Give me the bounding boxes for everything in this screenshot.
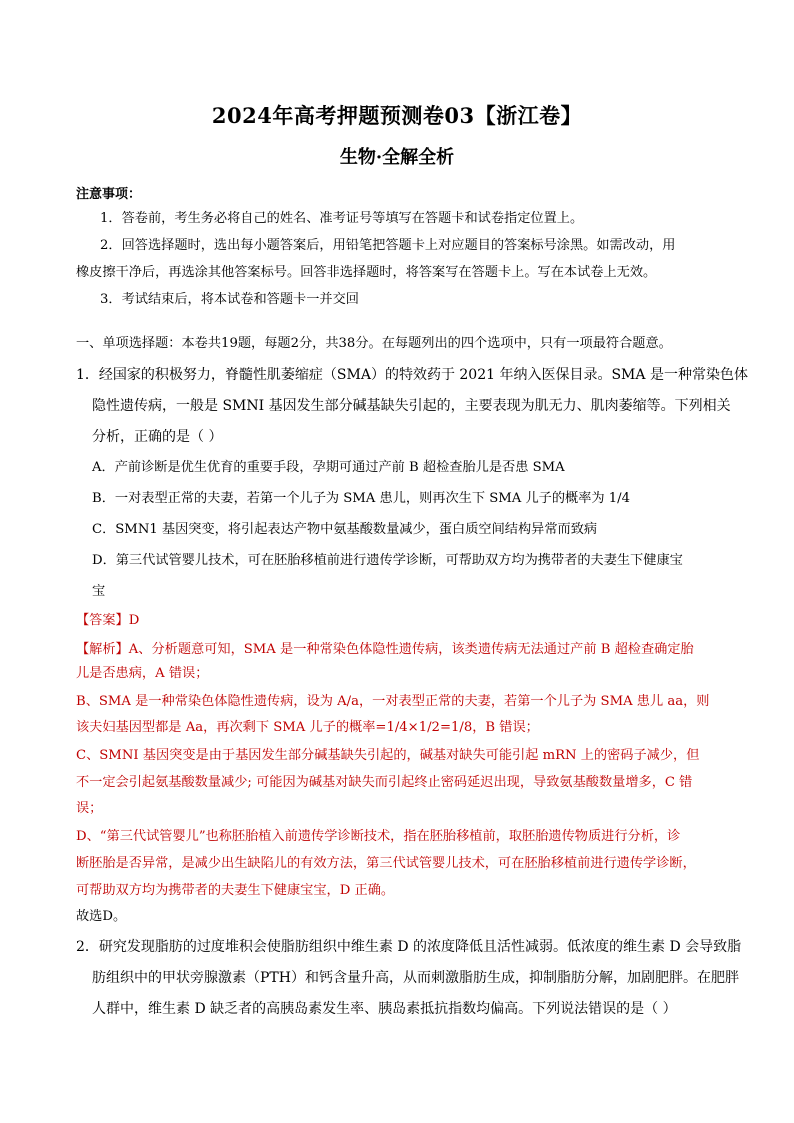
analysis-line: D、“第三代试管婴儿”也称胚胎植入前遗传学诊断技术，指在胚胎移植前，取胚胎遗传物质进行分析，诊 bbox=[76, 829, 681, 844]
analysis-line: B、SMA 是一种常染色体隐性遗传病，设为 A/a，一对表型正常的夫妻，若第一个儿子为 SMA 患儿 aa，则 bbox=[76, 694, 710, 709]
analysis-line: C、SMNI 基因突变是由于基因发生部分碱基缺失引起的，碱基对缺失可能引起 mRN 上的密码子减少，但 bbox=[76, 748, 700, 763]
option-d: 宝 bbox=[92, 584, 106, 599]
analysis-line: 误； bbox=[76, 801, 103, 816]
option-d: D．第三代试管婴儿技术，可在胚胎移植前进行遗传学诊断，可帮助双方均为携带者的夫妻生下健康宝 bbox=[92, 553, 683, 568]
question-1-stem: 隐性遗传病，一般是 SMNI 基因发生部分碱基缺失引起的，主要表现为肌无力、肌肉萎缩等。下列相关 bbox=[92, 398, 731, 414]
notice-heading: 注意事项： bbox=[76, 187, 142, 202]
analysis-line: 该夫妇基因型都是 Aa，再次剩下 SMA 儿子的概率=1/4×1/2=1/8，B 错误； bbox=[76, 720, 539, 735]
section-heading: 一、单项选择题：本卷共19题，每题2分，共38分。在每题列出的四个选项中，只有一项最符合题意。 bbox=[76, 336, 672, 351]
option-a: A．产前诊断是优生优育的重要手段，孕期可通过产前 B 超检查胎儿是否患 SMA bbox=[92, 460, 565, 475]
option-b: B．一对表型正常的夫妻，若第一个儿子为 SMA 患儿，则再次生下 SMA 儿子的概率为 1/4 bbox=[92, 491, 630, 506]
page-subtitle: 生物·全解全析 bbox=[339, 147, 455, 168]
conclusion: 故选D。 bbox=[76, 909, 127, 924]
analysis-line: 【解析】A、分析题意可知，SMA 是一种常染色体隐性遗传病，该类遗传病无法通过产前 B 超检查确定胎 bbox=[76, 642, 694, 657]
question-1-stem: 1．经国家的积极努力，脊髓性肌萎缩症（SMA）的特效药于 2021 年纳入医保目录。SMA 是一种常染色体 bbox=[76, 367, 748, 383]
notice-item: 3．考试结束后，将本试卷和答题卡一并交回 bbox=[100, 292, 359, 307]
analysis-line: 断胚胎是否异常，是减少出生缺陷儿的有效方法，第三代试管婴儿技术，可在胚胎移植前进行遗传学诊断， bbox=[76, 856, 696, 871]
notice-item: 橡皮擦干净后，再选涂其他答案标号。回答非选择题时，将答案写在答题卡上。写在本试卷上无效。 bbox=[76, 265, 657, 280]
notice-item: 2．回答选择题时，选出每小题答案后，用铅笔把答题卡上对应题目的答案标号涂黑。如需改动，用 bbox=[100, 238, 676, 253]
question-2-stem: 人群中，维生素 D 缺乏者的高胰岛素发生率、胰岛素抵抗指数均偏高。下列说法错误的是（ ） bbox=[92, 1001, 677, 1017]
notice-item: 1．答卷前，考生务必将自己的姓名、准考证号等填写在答题卡和试卷指定位置上。 bbox=[100, 211, 584, 226]
question-1-stem: 分析，正确的是（ ） bbox=[92, 429, 223, 445]
answer-label: 【答案】D bbox=[76, 613, 140, 628]
analysis-line: 不一定会引起氨基酸数量减少; 可能因为碱基对缺失而引起终止密码延迟出现，导致氨基酸数量增多，C 错 bbox=[76, 775, 693, 790]
analysis-line: 儿是否患病，A 错误； bbox=[76, 666, 209, 681]
option-c: C．SMN1 基因突变，将引起表达产物中氨基酸数量减少，蛋白质空间结构异常而致病 bbox=[92, 522, 598, 537]
page-title: 2024年高考押题预测卷03【浙江卷】 bbox=[211, 103, 583, 128]
question-2-stem: 2．研究发现脂肪的过度堆积会使脂肪组织中维生素 D 的浓度降低且活性减弱。低浓度的维生素 D 会导致脂 bbox=[76, 939, 742, 955]
analysis-line: 可帮助双方均为携带者的夫妻生下健康宝宝，D 正确。 bbox=[76, 883, 395, 898]
question-2-stem: 肪组织中的甲状旁腺激素（PTH）和钙含量升高，从而刺激脂肪生成，抑制脂肪分解，加剧肥胖。在肥胖 bbox=[92, 970, 739, 986]
